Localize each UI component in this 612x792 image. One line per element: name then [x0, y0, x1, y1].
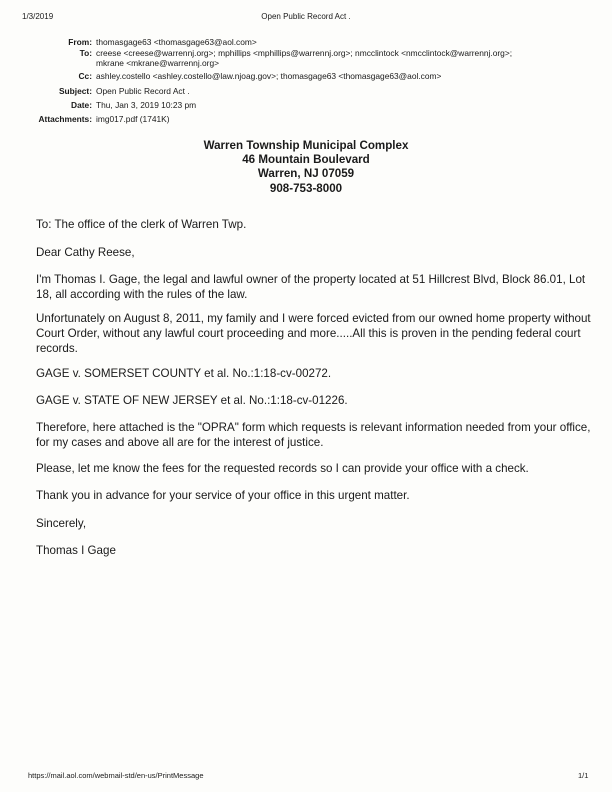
- letterhead-street: 46 Mountain Boulevard: [242, 153, 370, 167]
- print-footer-url: https://mail.aol.com/webmail-std/en-us/PrintMessage: [28, 771, 204, 780]
- from-value: thomasgage63 <thomasgage63@aol.com>: [96, 37, 257, 47]
- subject-label: Subject:: [58, 86, 92, 96]
- letterhead-name: Warren Township Municipal Complex: [203, 139, 409, 152]
- attachments-label: Attachments:: [38, 114, 92, 124]
- letter-paragraph-4: Please, let me know the fees for the requested records so I can provide your office with a check.: [36, 462, 529, 475]
- letter-salutation: Dear Cathy Reese,: [36, 246, 135, 259]
- letter-paragraph-1: I'm Thomas I. Gage, the legal and lawful owner of the property located at 51 Hillcrest Blvd, Block 86.01, Lot 18, all according with the rules of the law.: [36, 273, 586, 301]
- cc-value: ashley.costello <ashley.costello@law.njoag.gov>; thomasgage63 <thomasgage63@aol.com>: [96, 71, 442, 81]
- letter-signature: Thomas I Gage: [36, 544, 116, 557]
- to-value-line2: mkrane <mkrane@warrennj.org>: [96, 58, 220, 68]
- letter-case-2: GAGE v. STATE OF NEW JERSEY et al. No.:1:18-cv-01226.: [36, 394, 348, 407]
- date-value: Thu, Jan 3, 2019 10:23 pm: [96, 100, 197, 110]
- date-label: Date:: [71, 100, 92, 110]
- letter-case-1: GAGE v. SOMERSET COUNTY et al. No.:1:18-cv-00272.: [36, 367, 332, 380]
- attachment-link[interactable]: img017.pdf (1741K): [96, 114, 170, 124]
- letter-paragraph-3: Therefore, here attached is the "OPRA" form which requests is relevant information needed from your office, for my cases and above all are for the interest of justice.: [36, 421, 591, 449]
- letter-to: To: The office of the clerk of Warren Twp.: [36, 218, 247, 231]
- to-value-line1: creese <creese@warrennj.org>; mphillips <mphillips@warrennj.org>; nmcclintock <nmcclintock@warrennj.org>;: [96, 48, 513, 58]
- from-label: From:: [68, 37, 92, 47]
- print-title: Open Public Record Act .: [261, 12, 351, 21]
- subject-value: Open Public Record Act .: [96, 86, 190, 96]
- print-footer-page: 1/1: [578, 771, 589, 780]
- to-label: To:: [79, 48, 92, 58]
- cc-label: Cc:: [78, 71, 92, 81]
- letter-paragraph-5: Thank you in advance for your service of your office in this urgent matter.: [36, 489, 410, 502]
- letterhead: [0, 139, 612, 196]
- letterhead-city: Warren, NJ 07059: [257, 167, 355, 181]
- letter-paragraph-2: Unfortunately on August 8, 2011, my family and I were forced evicted from our owned home property without Court Order, without any lawful court proceeding and more.....All this is proven in the pending federal court records.: [36, 312, 591, 355]
- letter-closing: Sincerely,: [36, 517, 87, 530]
- letterhead-phone: 908-753-8000: [269, 181, 343, 195]
- print-date: 1/3/2019: [22, 12, 54, 21]
